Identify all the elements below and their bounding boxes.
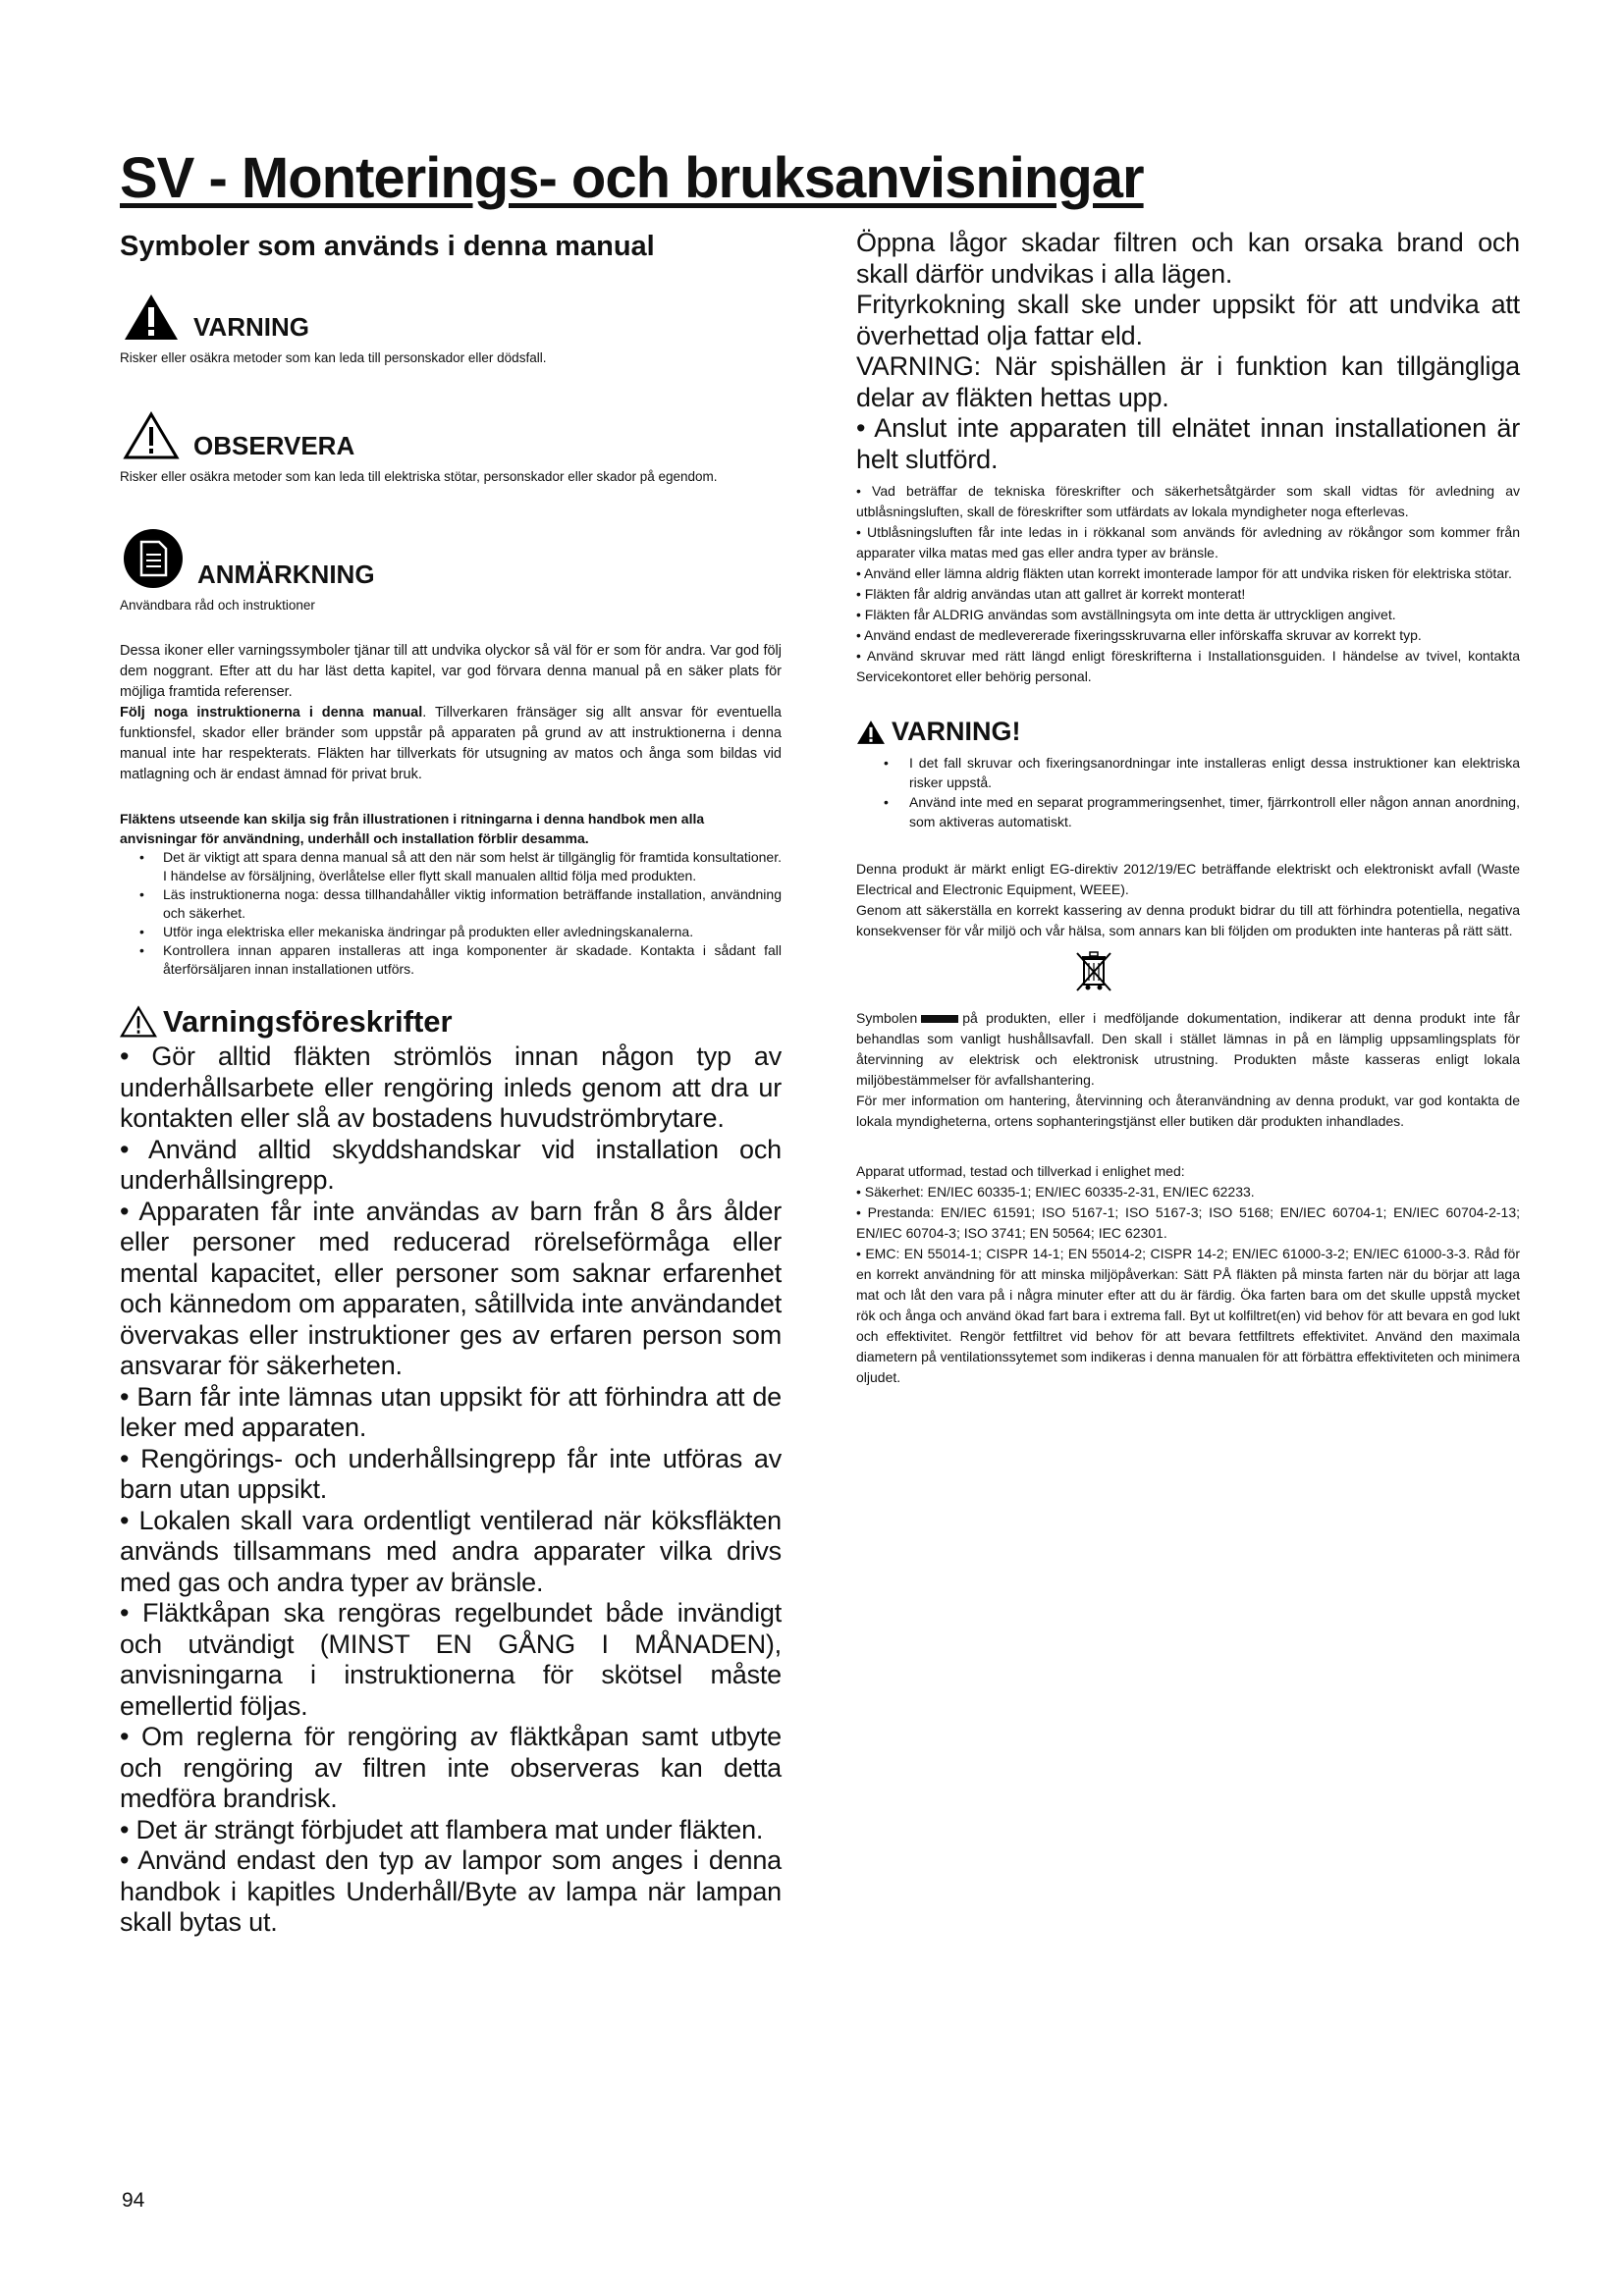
weee-paragraph-1: Denna produkt är märkt enligt EG-direktiv 2012/19/EC beträffande elektriskt och elektroniskt avfall (Waste Electrical and Electronic Equipment, WEEE). bbox=[856, 861, 1520, 897]
list-item: • Gör alltid fläkten strömlös innan någon typ av underhållsarbete eller rengöring inleds genom att dra ur kontakten eller slå av bostadens huvudströmbrytare. bbox=[120, 1041, 782, 1133]
list-item: • Fläkten får ALDRIG användas som avställningsyta om inte detta är uttryckligen angivet. bbox=[856, 607, 1396, 622]
compliance-intro: Apparat utformad, testad och tillverkad i enlighet med: bbox=[856, 1163, 1185, 1179]
weee-paragraph-2: Genom att säkerställa en korrekt kassering av denna produkt bidrar du till att förhindra potentiella, negativa konsekvenser för vår miljö och vår hälsa, som annars kan bli följden om produkten inte hanteras på rätt sätt. bbox=[856, 902, 1520, 938]
caution-triangle-outline-icon bbox=[120, 1005, 157, 1039]
warning-triangle-filled-icon bbox=[123, 293, 180, 342]
intro-paragraph-1: Dessa ikoner eller varningssymboler tjänar till att undvika olyckor så väl för er som för andra. Var god följ dem noggrant. Efter att du har läst detta kapitel, var god förvara denna manual på en säker plats för möjliga framtida referenser. bbox=[120, 643, 782, 700]
list-item: • Fläktkåpan ska rengöras regelbundet både invändigt och utvändigt (MINST EN GÅNG I MÅNADEN), anvisningarna i instruktionerna för skötsel måste emellertid följas. bbox=[120, 1598, 782, 1721]
observe-description: Risker eller osäkra metoder som kan leda till elektriska stötar, personskador eller skador på egendom. bbox=[120, 469, 718, 484]
right-column bbox=[856, 228, 1520, 1388]
warning-triangle-filled-icon bbox=[856, 720, 886, 745]
compliance-performance: • Prestanda: EN/IEC 61591; ISO 5167-1; ISO 5167-3; ISO 5168; EN/IEC 60704-1; EN/IEC 60704-2-13; EN/IEC 60704-3; ISO 3741; EN 50564; IEC 62301. bbox=[856, 1204, 1520, 1241]
warning-box-list bbox=[856, 753, 1520, 831]
intro-bold-lead: Följ noga instruktionerna i denna manual bbox=[120, 705, 423, 721]
list-item: • Använd inte med en separat programmeringsenhet, timer, fjärrkontroll eller någon annan anordning, som aktiveras automatiskt. bbox=[884, 792, 1520, 831]
right-large-text bbox=[856, 228, 1520, 475]
weee-block bbox=[856, 859, 1520, 941]
manual-bullet-list bbox=[120, 848, 782, 979]
observe-label: OBSERVERA bbox=[193, 431, 355, 460]
list-item: • I det fall skruvar och fixeringsanordningar inte installeras enligt dessa instruktioner kan elektriska risker uppstå. bbox=[884, 753, 1520, 792]
list-item: • Använd endast de medlevererade fixeringsskruvarna eller införskaffa skruvar av korrekt typ. bbox=[856, 627, 1422, 643]
intro-block bbox=[120, 641, 782, 785]
list-item: • Läs instruktionerna noga: dessa tillhandahåller viktig information beträffande installation, användning och säkerhet. bbox=[139, 885, 782, 923]
black-bar-symbol-icon bbox=[921, 1015, 958, 1023]
compliance-safety: • Säkerhet: EN/IEC 60335-1; EN/IEC 60335-2-31, EN/IEC 62233. bbox=[856, 1184, 1255, 1200]
note-label: ANMÄRKNING bbox=[197, 560, 375, 589]
warning-label: VARNING bbox=[193, 312, 309, 342]
list-item: • Använd alltid skyddshandskar vid installation och underhållsingrepp. bbox=[120, 1134, 782, 1195]
list-item: • Utför inga elektriska eller mekaniska ändringar på produkten eller avledningskanalerna. bbox=[139, 923, 782, 941]
list-item: • Rengörings- och underhållsingrepp får inte utföras av barn utan uppsikt. bbox=[120, 1443, 782, 1504]
list-item: • Om reglerna för rengöring av fläktkåpan samt utbyte och rengöring av filtren inte observeras kan detta medföra brandrisk. bbox=[120, 1722, 782, 1813]
list-item: • Använd eller lämna aldrig fläkten utan korrekt imonterade lampor för att undvika risken för elektriska stötar. bbox=[856, 565, 1512, 581]
note-symbol-row bbox=[123, 528, 782, 589]
paragraph: • Anslut inte apparaten till elnätet innan installationen är helt slutförd. bbox=[856, 413, 1520, 474]
warning-box-heading-row bbox=[856, 717, 1520, 747]
list-item: • Lokalen skall vara ordentligt ventilerad när köksfläkten används tillsammans med andra apparater vilka drivs med gas och andra typer av bränsle. bbox=[120, 1505, 782, 1597]
weee-block-2 bbox=[856, 1008, 1520, 1132]
paragraph: VARNING: När spishällen är i funktion kan tillgängliga delar av fläkten hettas upp. bbox=[856, 351, 1520, 412]
observe-symbol-row bbox=[123, 411, 782, 460]
weee-paragraph-3-rest: på produkten, eller i medföljande dokumentation, indikerar att denna produkt inte får behandlas som vanligt hushållsavfall. Den skall i stället lämnas in på en lämplig uppsamlingsplats för återvinning av elektrisk och elektronisk utrustning. Produkten måste kasseras enligt lokala miljöbestämmelser för avfallshantering. bbox=[856, 1010, 1520, 1088]
page-title: SV - Monterings- och bruksanvisningar bbox=[120, 146, 1144, 210]
precautions-list bbox=[120, 1041, 782, 1939]
right-small-bullets bbox=[856, 481, 1520, 687]
weee-paragraph-4: För mer information om hantering, återvinning och återanvändning av denna produkt, var god kontakta de lokala myndigheterna, ortens sophanteringstjänst eller butiken där produkten inhandlades. bbox=[856, 1093, 1520, 1129]
symbols-heading: Symboler som används i denna manual bbox=[120, 231, 655, 262]
caution-triangle-outline-icon bbox=[123, 411, 180, 460]
paragraph: Öppna lågor skadar filtren och kan orsaka brand och skall därför undvikas i alla lägen. bbox=[856, 228, 1520, 289]
list-item: • Använd endast den typ av lampor som anges i denna handbok i kapitles Underhåll/Byte av lampa när lampan skall bytas ut. bbox=[120, 1845, 782, 1937]
crossed-out-bin-icon bbox=[1074, 949, 1113, 994]
document-note-icon bbox=[123, 528, 184, 589]
list-item: • Apparaten får inte användas av barn från 8 års ålder eller personer med reducerad rörelseförmåga eller mental kapacitet, eller personer som saknar erfarenhet och kännedom om apparaten, såtillvida inte användandet övervakas eller instruktioner ges av erfaren person som ansvarar för säkerheten. bbox=[120, 1196, 782, 1380]
weee-symbol-lead: Symbolen bbox=[856, 1010, 918, 1026]
list-item: • Barn får inte lämnas utan uppsikt för att förhindra att de leker med apparaten. bbox=[120, 1381, 782, 1442]
list-item: • Kontrollera innan apparen installeras att inga komponenter är skadade. Kontakta i sådant fall återförsäljaren innan installationen utförs. bbox=[139, 941, 782, 979]
page-number: 94 bbox=[122, 2189, 145, 2212]
list-item: • Det är viktigt att spara denna manual så att den när som helst är tillgänglig för framtida konsultationer. I händelse av försäljning, överlåtelse eller flytt skall manualen alltid följa med produkten. bbox=[139, 848, 782, 885]
warning-description: Risker eller osäkra metoder som kan leda till personskador eller dödsfall. bbox=[120, 350, 547, 365]
list-item: • Det är strängt förbjudet att flambera mat under fläkten. bbox=[120, 1814, 764, 1844]
weee-paragraph-3 bbox=[856, 1008, 1520, 1091]
list-item: • Använd skruvar med rätt längd enligt föreskrifterna i Installationsguiden. I händelse av tvivel, kontakta Servicekontoret eller behörig personal. bbox=[856, 648, 1520, 684]
left-column bbox=[120, 231, 782, 1939]
warning-symbol-row bbox=[123, 293, 782, 342]
compliance-emc: • EMC: EN 55014-1; CISPR 14-1; EN 55014-2; CISPR 14-2; EN/IEC 61000-3-2; EN/IEC 61000-3-3. Råd för en korrekt användning för att minska miljöpåverkan: Sätt PÅ fläkten på minsta farten när du börjar att laga mat och låt den vara på i några minuter efter att du är färdig. Öka farten bara om det skulle uppstå mycket rök och ånga och använd ökad fart bara i extrema fall. Byt ut kolfiltret(en) vid behov för att bevara en god lukt och effektivitet. Rengör fettfiltret vid behov för att bevara fettfiltrets effektivitet. Använd den maximala diametern på ventilationssytemet som indikeras i denna manualen för att förbättra effektiviteten och minimera oljudet. bbox=[856, 1246, 1520, 1385]
warning-box-heading: VARNING! bbox=[892, 717, 1021, 746]
list-item: • Utblåsningsluften får inte ledas in i rökkanal som används för avledning av rökångor som kommer från apparater vilka matas med gas eller andra typer av bränsle. bbox=[856, 524, 1520, 561]
list-item: • Fläkten får aldrig användas utan att gallret är korrekt monterat! bbox=[856, 586, 1246, 602]
compliance-block bbox=[856, 1161, 1520, 1388]
list-item: • Vad beträffar de tekniska föreskrifter och säkerhetsåtgärder som skall vidtas för avledning av utblåsningsluften, skall de föreskrifter som utfärdats av lokala myndigheter noga efterlevas. bbox=[856, 483, 1520, 519]
intro-paragraph-2-rest: . Tillverkaren fränsäger sig allt ansvar för eventuella funktionsfel, skador eller bränder som uppstår på apparaten på grund av att instruktionerna i denna manual inte har respekterats. Fläkten har tillverkats för utsugning av matos och ånga som bildas vid matlagning och är endast ämnad för privat bruk. bbox=[120, 705, 782, 782]
precautions-heading: Varningsföreskrifter bbox=[163, 1004, 453, 1039]
intro-paragraph-2 bbox=[120, 703, 782, 785]
appearance-note: Fläktens utseende kan skilja sig från illustrationen i ritningarna i denna handbok men alla anvisningar för användning, underhåll och installation förblir desamma. bbox=[120, 811, 705, 846]
note-description: Användbara råd och instruktioner bbox=[120, 598, 315, 613]
precautions-heading-row bbox=[120, 1004, 782, 1040]
paragraph: Frityrkokning skall ske under uppsikt för att undvika att överhettad olja fattar eld. bbox=[856, 290, 1520, 350]
